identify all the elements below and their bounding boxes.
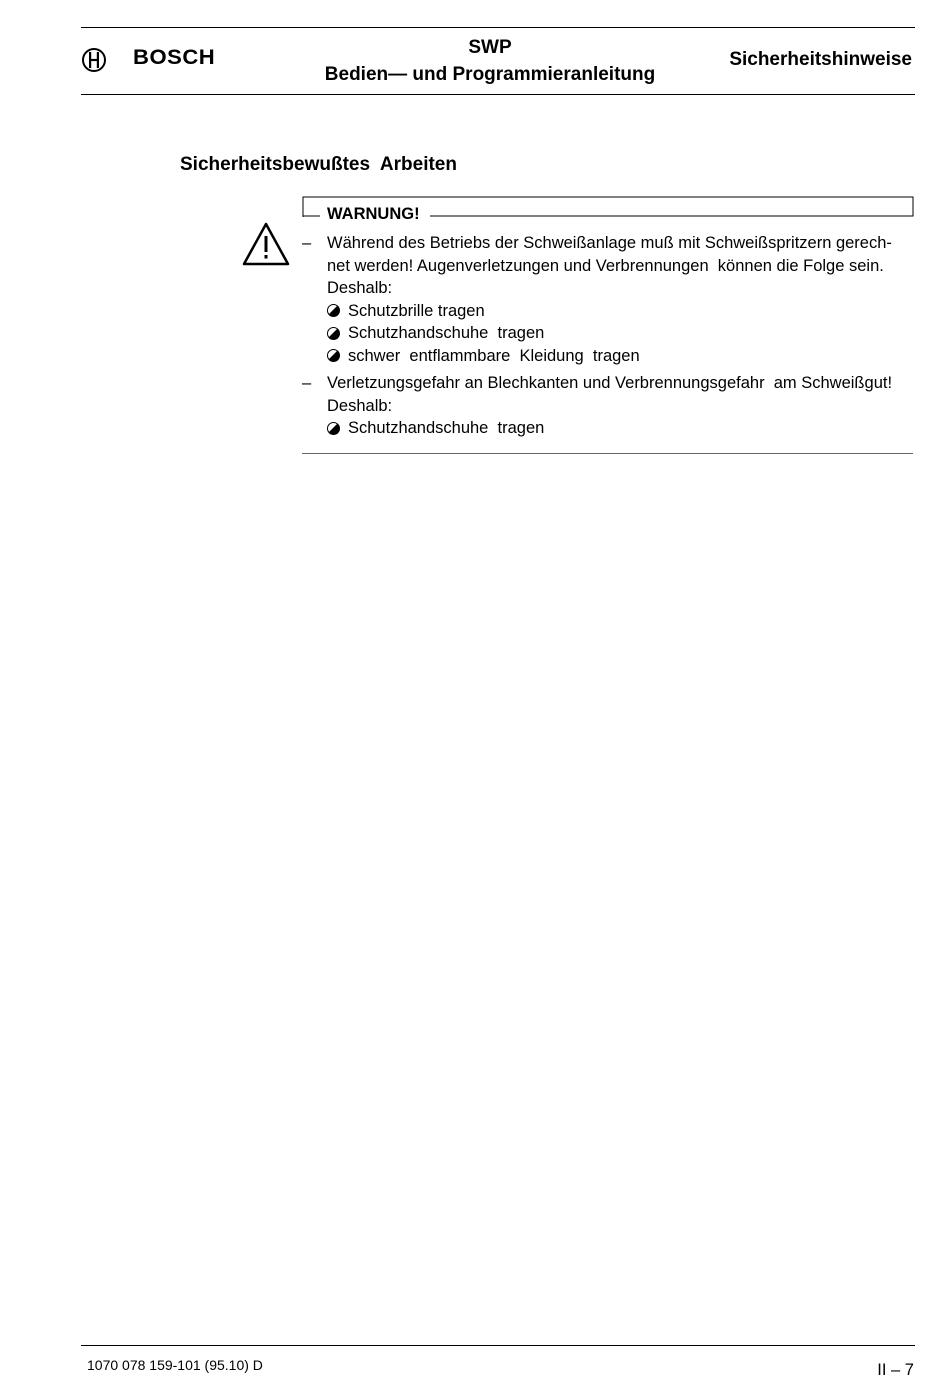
header-bottom-rule (81, 94, 915, 95)
warning-triangle-icon (240, 220, 292, 268)
item-text (327, 372, 916, 440)
item-dash: – (302, 234, 312, 252)
warning-item (302, 372, 916, 440)
page-heading: Sicherheitsbewußtes Arbeiten (180, 154, 457, 175)
bullet-item: schwer entflammbare Kleidung tragen (327, 345, 916, 368)
text-line: Während des Betriebs der Schweißanlage muß mit Schweißspritzern gerech- (327, 234, 892, 252)
section-title: Sicherheitshinweise (729, 49, 912, 70)
product-name: SWP (468, 37, 512, 58)
bullet-circle-icon (327, 349, 340, 362)
bullet-item: Schutzbrille tragen (327, 300, 916, 323)
warning-item (302, 232, 916, 367)
warning-bottom-rule (302, 453, 913, 454)
text-line: net werden! Augenverletzungen und Verbrennungen können die Folge sein. (327, 256, 884, 275)
brand-name: BOSCH (133, 46, 216, 69)
item-text (327, 232, 916, 367)
page-number: II – 7 (877, 1361, 914, 1379)
text-line: Deshalb: (327, 396, 393, 415)
bullet-item: Schutzhandschuhe tragen (327, 417, 916, 440)
product-title (270, 34, 710, 88)
text-line: Deshalb: (327, 279, 393, 297)
bosch-logo-icon (81, 47, 107, 73)
bullet-circle-icon (327, 422, 340, 435)
footer-rule (81, 1345, 915, 1346)
item-dash: – (302, 374, 312, 392)
warning-label: WARNUNG! (327, 205, 426, 224)
document-number: 1070 078 159-101 (95.10) D (87, 1357, 263, 1373)
bullet-item: Schutzhandschuhe tragen (327, 322, 916, 345)
bullet-circle-icon (327, 327, 340, 340)
header-top-rule (81, 27, 915, 28)
warning-content (302, 232, 916, 440)
bullet-circle-icon (327, 304, 340, 317)
manual-title: Bedien— und Programmieranleitung (324, 64, 656, 85)
text-line: Verletzungsgefahr an Blechkanten und Verbrennungsgefahr am Schweißgut! (327, 374, 893, 392)
